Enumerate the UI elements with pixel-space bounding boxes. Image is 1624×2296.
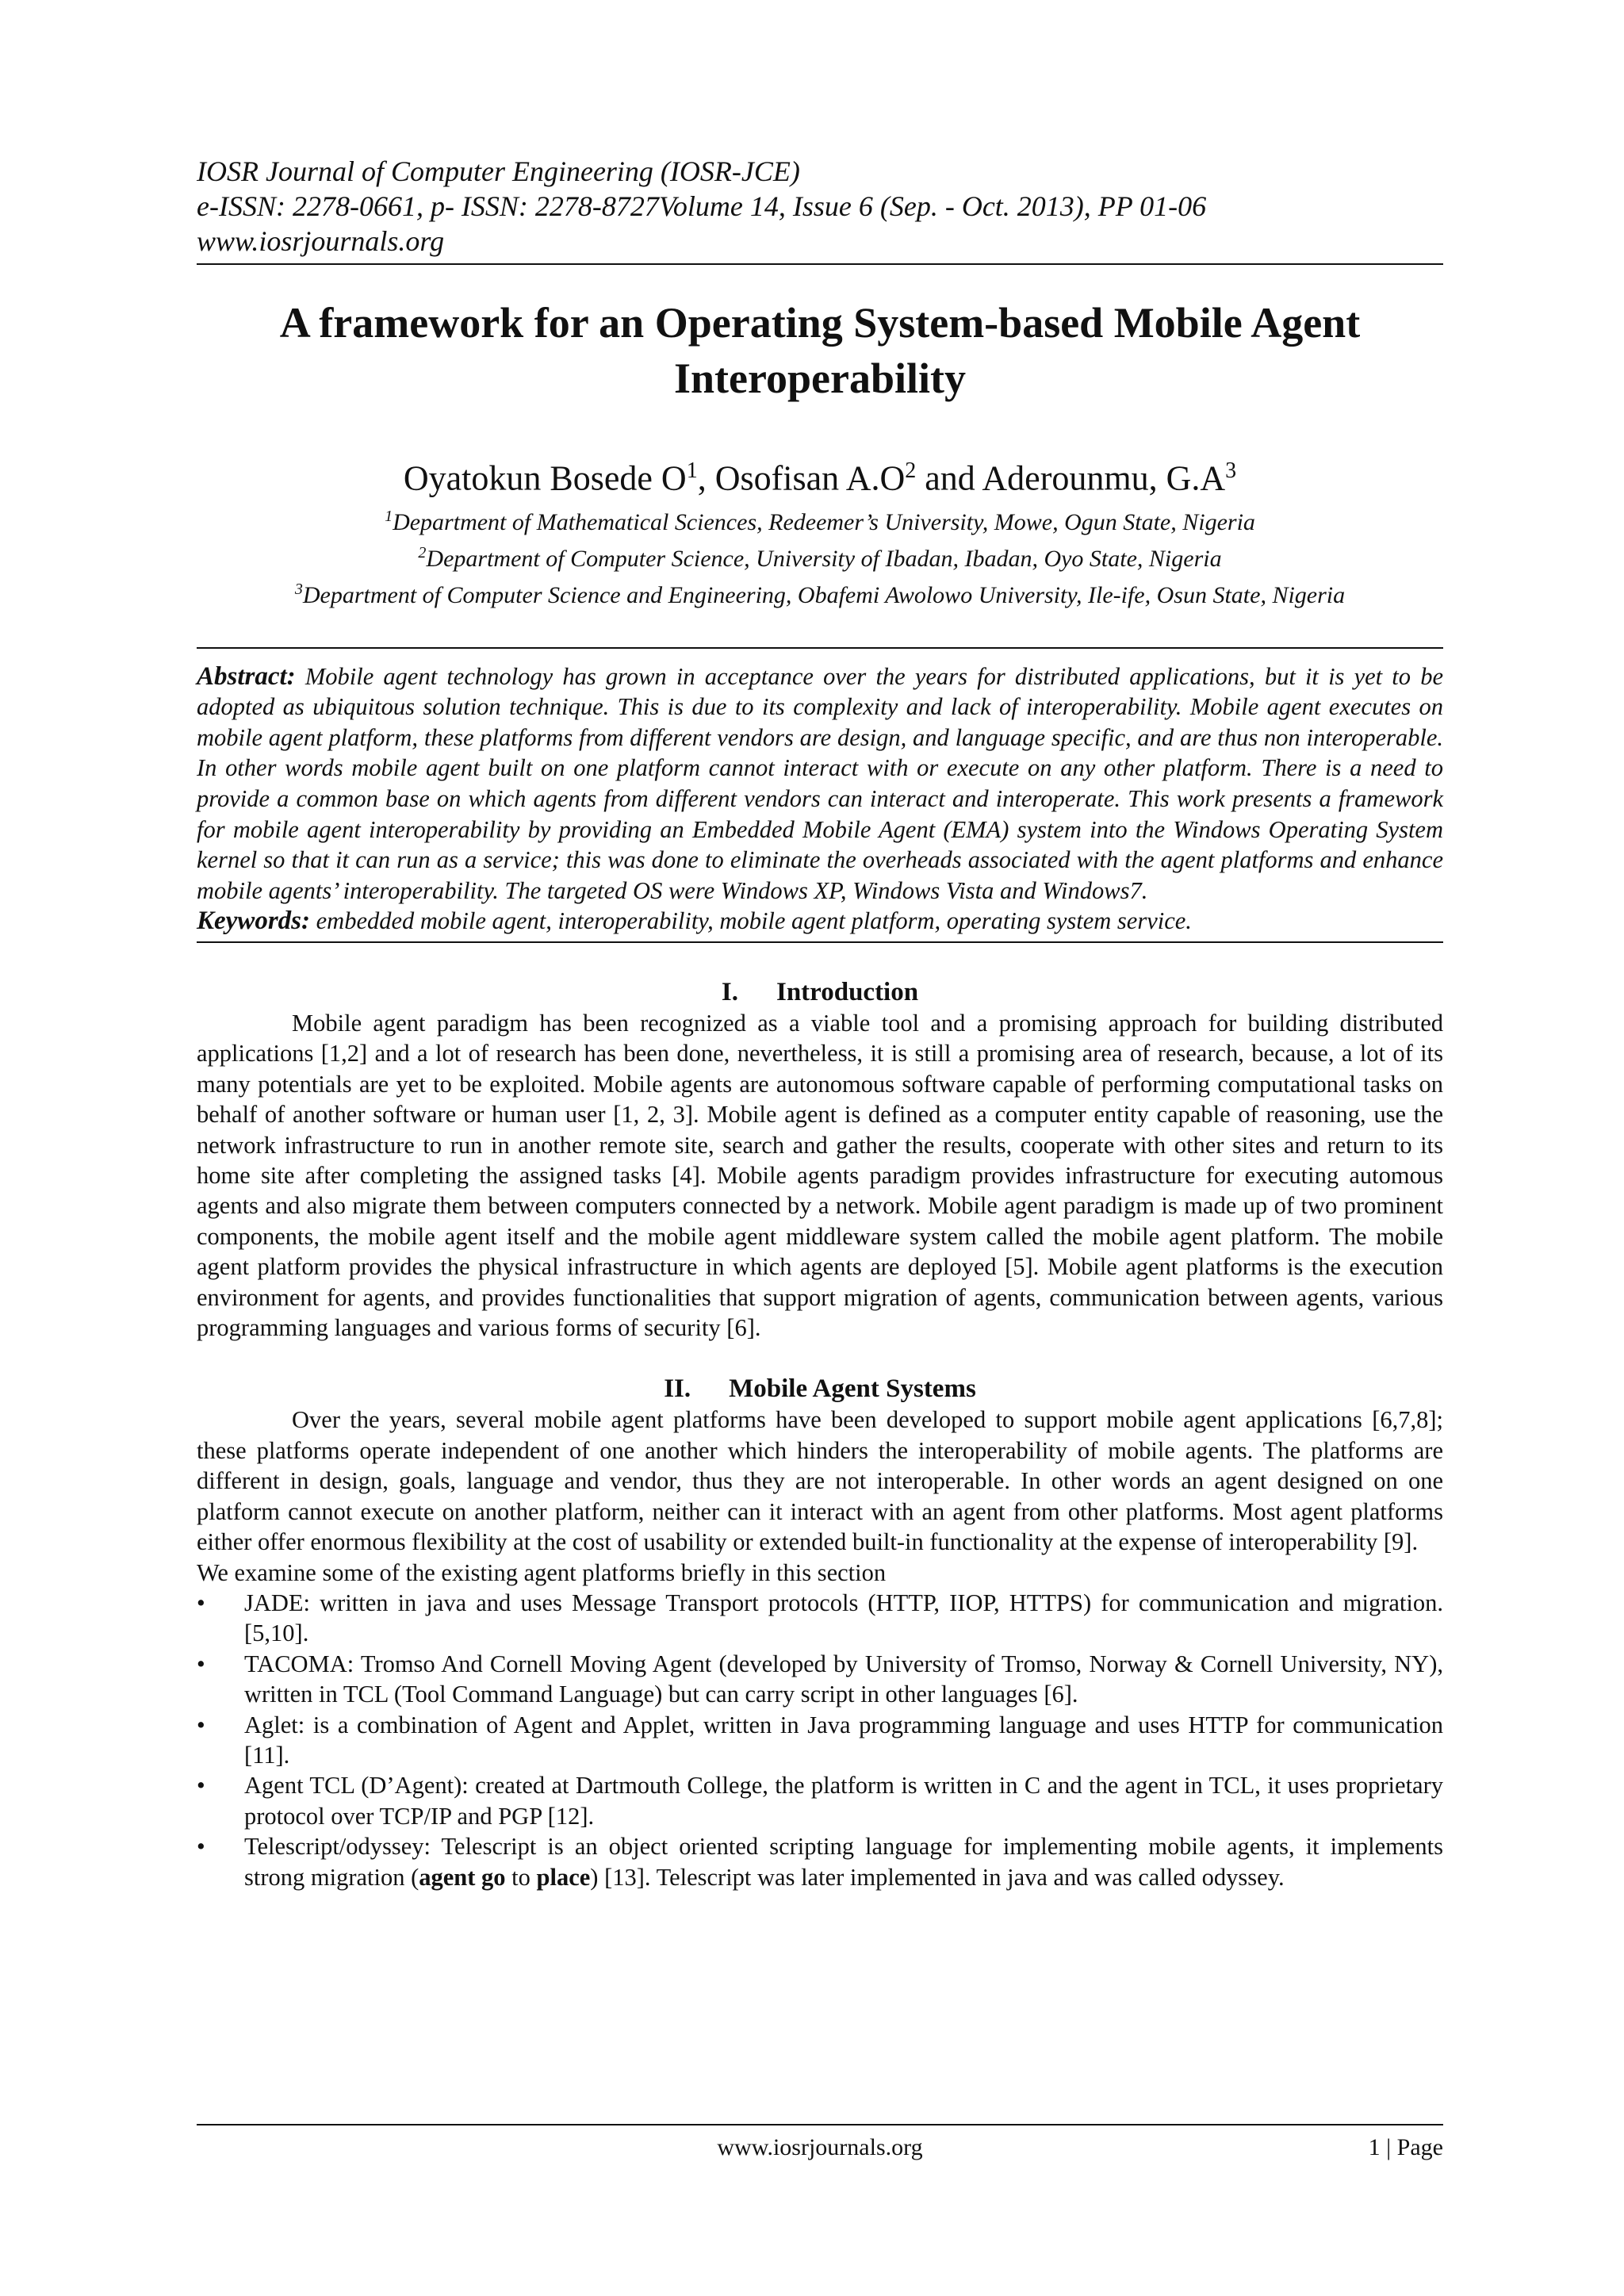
title-line-1: A framework for an Operating System-based Mobile Agent (279, 299, 1361, 347)
list-item-text: JADE: written in java and uses Message Transport protocols (HTTP, IIOP, HTTPS) for communication and migration.[5,10]. (244, 1589, 1443, 1647)
list-item (197, 1770, 1443, 1831)
list-item (197, 1710, 1443, 1771)
affiliation-1-text: Department of Mathematical Sciences, Redeemer’s University, Mowe, Ogun State, Nigeria (393, 508, 1255, 535)
list-item (197, 1831, 1443, 1892)
bullet-icon: • (197, 1833, 205, 1861)
section-mobile-agent-systems (197, 1373, 1443, 1892)
keywords-label: Keywords: (197, 907, 310, 936)
section-introduction (197, 976, 1443, 1343)
section-2-paragraph: Over the years, several mobile agent platforms have been developed to support mobile agent applications [6,7,8]; these platforms operate independent of one another which hinders the interoperability of mobile agents. The platforms are different in design, goals, language and vendor, thus they are not interoperable. In other words an agent designed on one platform cannot execute on another platform, neither can it interact with an agent from other platforms. Most agent platforms either offer enormous flexibility at the cost of usability or extended built-in functionality at the expense of interoperability [9]. (197, 1406, 1443, 1556)
telescript-keyword-agent-go: agent go (419, 1863, 506, 1891)
keywords-text: embedded mobile agent, interoperability, mobile agent platform, operating system service. (310, 907, 1192, 935)
journal-website: www.iosrjournals.org (197, 225, 445, 257)
abstract-text: Mobile agent technology has grown in acceptance over the years for distributed applications, but it is yet to be adopted as ubiquitous solution technique. This is due to its complexity and lack of interoperability. Mobile agent executes on mobile agent platform, these platforms from different vendors are design, and language specific, and are thus non interoperable. In other words mobile agent built on one platform cannot interact with or execute on any other platform. There is a need to provide a common base on which agents from different vendors can interact and interoperate. This work presents a framework for mobile agent interoperability by providing an Embedded Mobile Agent (EMA) system into the Windows Operating System kernel so that it can run as a service; this was done to eliminate the overheads associated with the agent platforms and enhance mobile agents’ interoperability. The targeted OS were Windows XP, Windows Vista and Windows7. (197, 662, 1443, 904)
section-1-paragraph: Mobile agent paradigm has been recognized as a viable tool and a promising approach for building distributed applications [1,2] and a lot of research has been done, nevertheless, it is still a promising area of research, because, a lot of its many potentials are yet to be exploited. Mobile agents are autonomous software capable of performing computational tasks on behalf of another software or human user [1, 2, 3]. Mobile agent is defined as a computer entity capable of reasoning, use the network infrastructure to run in another remote site, search and gather the results, cooperate with other sites and return to its home site after completing the assigned tasks [4]. Mobile agents paradigm provides infrastructure for executing automous agents and also migrate them between computers connected by a network. Mobile agent paradigm is made up of two prominent components, the mobile agent itself and the mobile agent middleware system called the mobile agent platform. The mobile agent platform provides the physical infrastructure in which agents are deployed [5]. Mobile agent platforms is the execution environment for agents, and provides functionalities that support migration of agents, communication between agents, various programming languages and various forms of security [6]. (197, 1010, 1443, 1342)
footer-website: www.iosrjournals.org (717, 2134, 923, 2160)
platform-list (197, 1588, 1443, 1892)
list-item (197, 1588, 1443, 1649)
paper-page (197, 154, 1443, 1892)
abstract-label: Abstract: (197, 661, 296, 691)
list-item-text: Agent TCL (D’Agent): created at Dartmouth College, the platform is written in C and the agent in TCL, it uses proprietary protocol over TCP/IP and PGP [12]. (244, 1772, 1443, 1830)
section-1-title: Introduction (776, 978, 919, 1006)
list-item-text: TACOMA: Tromso And Cornell Moving Agent (developed by University of Tromso, Norway & Cornell University, NY), written in TCL (Tool Command Language) but can carry script in other languages [6]. (244, 1650, 1443, 1708)
affiliation-2-sup: 2 (418, 543, 427, 562)
abstract-rule (197, 941, 1443, 943)
author-3: and Aderounmu, G.A (916, 458, 1226, 498)
bullet-icon: • (197, 1589, 205, 1616)
affiliation-3 (197, 574, 1443, 611)
affiliation-list (197, 501, 1443, 611)
telescript-text-1: Telescript/odyssey: Telescript is an object oriented scripting language for implementing mobile agents, it implements strong migration ( (244, 1833, 1443, 1891)
affiliation-1 (197, 501, 1443, 538)
abstract-section (197, 647, 1443, 943)
paper-title (197, 295, 1443, 406)
title-line-2: Interoperability (674, 355, 966, 402)
telescript-keyword-place: place (536, 1863, 591, 1891)
author-1-sup: 1 (686, 458, 698, 483)
author-list (197, 450, 1443, 500)
section-2-heading (197, 1373, 1443, 1405)
section-2-lead: We examine some of the existing agent platforms briefly in this section (197, 1558, 887, 1586)
keywords (197, 906, 1443, 937)
page-number: 1 | Page (1368, 2134, 1443, 2160)
list-item-text: Aglet: is a combination of Agent and Applet, written in Java programming language and uses HTTP for communication [11]. (244, 1711, 1443, 1769)
affiliation-2 (197, 538, 1443, 574)
affiliation-3-sup: 3 (294, 580, 303, 598)
telescript-text-3: ) [13]. Telescript was later implemented in java and was called odyssey. (590, 1863, 1285, 1891)
telescript-text-2: to (505, 1863, 537, 1891)
header-rule (197, 263, 1443, 265)
list-item (197, 1649, 1443, 1710)
author-2: , Osofisan A.O (697, 458, 906, 498)
journal-issn: e-ISSN: 2278-0661, p- ISSN: 2278-8727Volume 14, Issue 6 (Sep. - Oct. 2013), PP 01-06 (197, 190, 1207, 222)
bullet-icon: • (197, 1650, 205, 1677)
author-1: Oyatokun Bosede O (403, 458, 687, 498)
journal-header (197, 154, 1443, 259)
bullet-icon: • (197, 1772, 205, 1800)
affiliation-1-sup: 1 (385, 507, 393, 525)
bullet-icon: • (197, 1711, 205, 1738)
section-1-heading (197, 976, 1443, 1008)
affiliation-2-text: Department of Computer Science, University of Ibadan, Ibadan, Oyo State, Nigeria (426, 545, 1222, 572)
section-1-number: I. (721, 978, 738, 1006)
author-2-sup: 2 (905, 458, 917, 483)
journal-name: IOSR Journal of Computer Engineering (IOSR-JCE) (197, 155, 800, 187)
section-2-title: Mobile Agent Systems (729, 1374, 976, 1404)
abstract (197, 661, 1443, 907)
affiliation-3-text: Department of Computer Science and Engineering, Obafemi Awolowo University, Ile-ife, Osun State, Nigeria (302, 581, 1346, 608)
section-2-number: II. (664, 1374, 691, 1404)
author-3-sup: 3 (1225, 458, 1237, 483)
page-footer (197, 2124, 1443, 2160)
list-item-text (244, 1833, 1443, 1890)
